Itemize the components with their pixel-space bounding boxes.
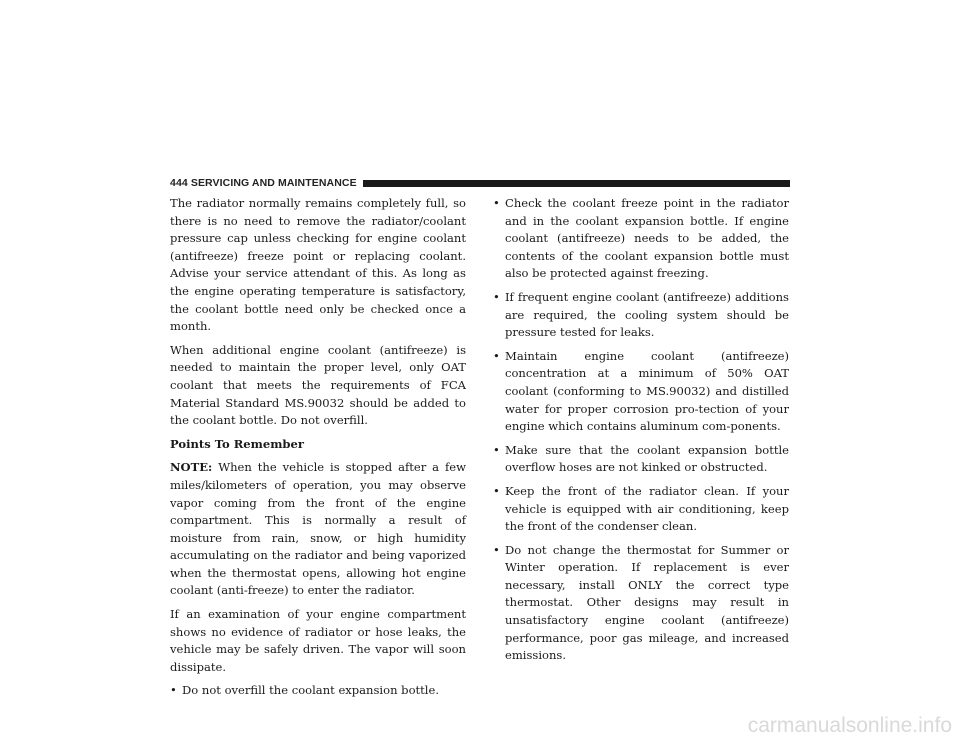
list-item — [493, 289, 789, 342]
note-label: NOTE: — [170, 460, 213, 475]
paragraph-engine-examination: If an examination of your engine compartment shows no evidence of radiator or hose leaks, the vehicle may be safely driven. The vapor will soon dissipate. — [170, 607, 466, 674]
list-item — [493, 195, 789, 283]
bullet-icon: • — [170, 683, 177, 698]
list-item-text: Keep the front of the radiator clean. If your vehicle is equipped with air conditioning, keep the front of the condenser clean. — [505, 483, 789, 534]
left-column — [170, 195, 466, 706]
list-item — [493, 483, 789, 536]
list-item — [170, 682, 466, 700]
list-item — [493, 542, 789, 665]
note-text: When the vehicle is stopped after a few miles/kilometers of operation, you may observe vapor coming from the front of the engine compartment. This is normally a result of moisture from rain, snow, or high humidity accumulating on the radiator and being vaporized when the thermostat opens, allowing hot engine coolant (anti-freeze) to enter the radiator. — [170, 460, 466, 598]
bullet-icon: • — [493, 483, 500, 498]
bullet-icon: • — [493, 196, 500, 210]
list-item — [493, 348, 789, 436]
page-header — [170, 177, 790, 189]
section-heading-points-to-remember: Points To Remember — [170, 436, 304, 451]
header-rule — [363, 180, 790, 187]
right-column — [493, 195, 789, 671]
watermark: carmanualsonline.info — [747, 714, 952, 737]
list-item-text: Maintain engine coolant (antifreeze) concentration at a minimum of 50% OAT coolant (conforming to MS.90032) and distilled water for proper corrosion pro-tection of your engine which contains aluminum com-ponents. — [505, 348, 789, 434]
list-item-text: If frequent engine coolant (antifreeze) additions are required, the cooling system should be pressure tested for leaks. — [505, 289, 789, 340]
paragraph-additional-coolant: When additional engine coolant (antifreeze) is needed to maintain the proper level, only OAT coolant that meets the requirements of FCA Material Standard MS.90032 should be added to the coolant bottle. Do not overfill. — [170, 342, 466, 428]
list-item-text: Do not change the thermostat for Summer or Winter operation. If replacement is ever necessary, install ONLY the correct type thermostat. Other designs may result in unsatisfactory engine coolant (antifreeze) performance, poor gas mileage, and increased emissions. — [505, 542, 789, 663]
list-item — [493, 442, 789, 477]
note-paragraph — [170, 459, 466, 600]
list-item-text: Make sure that the coolant expansion bottle overflow hoses are not kinked or obstructed. — [505, 442, 789, 475]
bullet-icon: • — [493, 442, 500, 457]
paragraph-radiator-full: The radiator normally remains completely full, so there is no need to remove the radiator/coolant pressure cap unless checking for engine coolant (antifreeze) freeze point or replacing coolant. Advise your service attendant of this. As long as the engine operating temperature is satisfactory, the coolant bottle need only be checked once a month. — [170, 196, 466, 334]
bullet-icon: • — [493, 289, 500, 304]
bullet-icon: • — [493, 348, 500, 363]
page-number-section-title: 444 SERVICING AND MAINTENANCE — [170, 177, 357, 189]
list-item-text: Do not overfill the coolant expansion bottle. — [182, 683, 439, 698]
list-item-text: Check the coolant freeze point in the radiator and in the coolant expansion bottle. If engine coolant (antifreeze) needs to be added, the contents of the coolant expansion bottle must also be protected against freezing. — [505, 196, 789, 281]
bullet-icon: • — [493, 542, 500, 557]
